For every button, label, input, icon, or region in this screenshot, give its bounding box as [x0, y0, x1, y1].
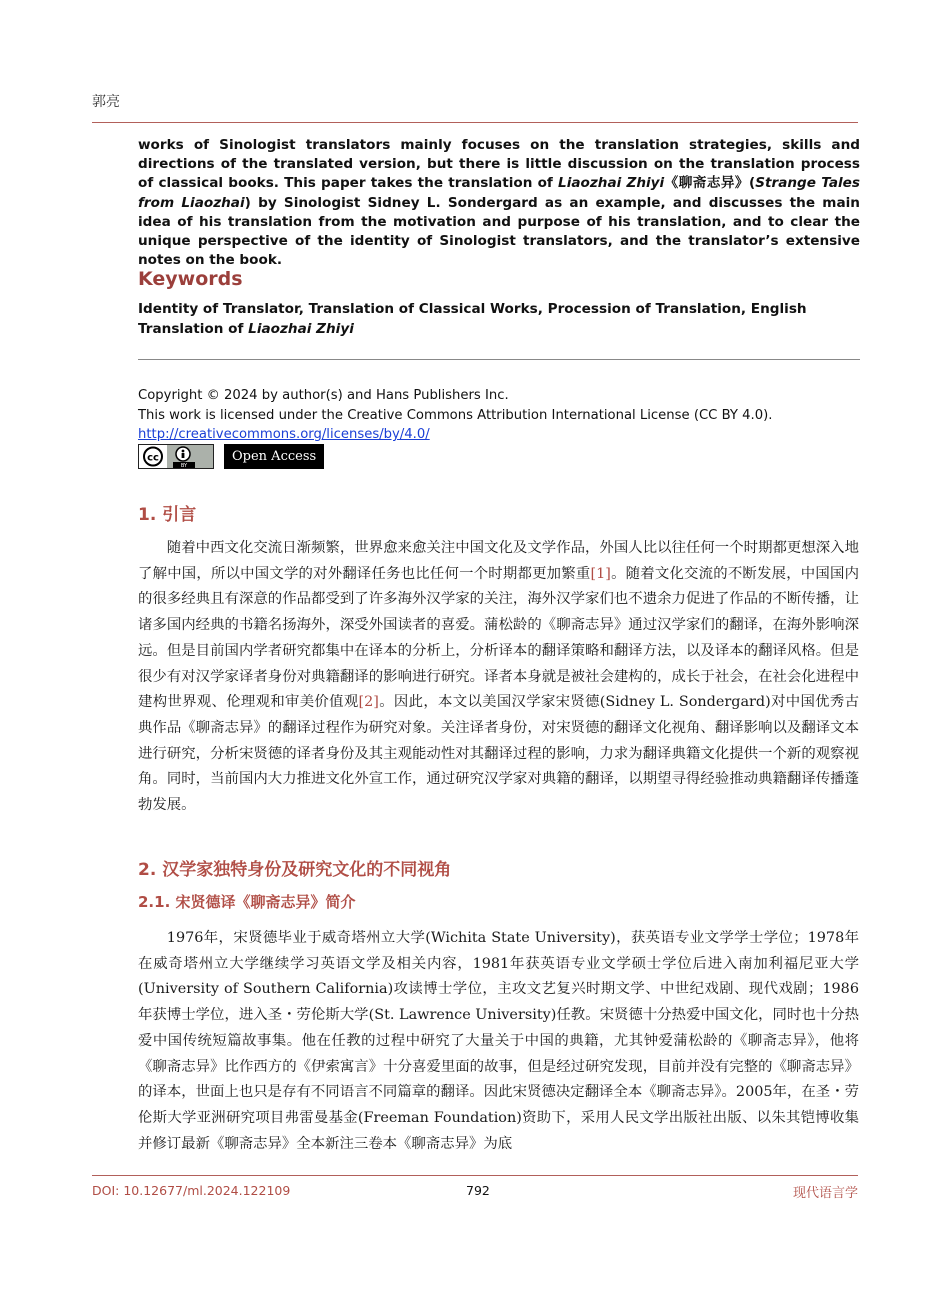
abstract-title-pinyin: Liaozhai Zhiyi: [558, 175, 665, 192]
abstract-part-1: works of Sinologist translators mainly focuses on the translation strategies, skills and directions of the translated version, but there is little discussion on the translation process of classical books. This paper takes the translation of: [138, 137, 860, 192]
cc-by-badge[interactable]: [138, 444, 214, 469]
para-text: 。因此，本文以美国汉学家宋贤德(Sidney L. Sondergard)对中国优秀古典作品《聊斋志异》的翻译过程作为研究对象。关注译者身份，对宋贤德的翻译文化视角、翻译影响以及翻译文本进行研究，分析宋贤德的译者身份及其主观能动性对其翻译过程的影响，力求为翻译典籍文化提供一个新的观察视角。同时，当前国内大力推进文化外宣工作，通过研究汉学家对典籍的翻译，以期望寻得经验推动典籍翻译传播蓬勃发展。: [138, 694, 859, 814]
open-access-badge[interactable]: Open Access: [224, 444, 324, 469]
header-rule: [92, 122, 858, 123]
cc-label: BY: [180, 463, 188, 468]
section-divider: [138, 359, 860, 360]
footer-journal: 现代语言学: [792, 1186, 858, 1201]
section-1-paragraph: [138, 536, 859, 819]
citation-2[interactable]: [2]: [358, 694, 379, 711]
para-text: 随着中西文化交流日渐频繁，世界愈来愈关注中国文化及文学作品，外国人比以往任何一个时期都更想深入地了解中国，所以中国文学的对外翻译任务也比任何一个时期都更加繁重: [138, 540, 859, 582]
subsection-2-1-heading: 2.1. 宋贤德译《聊斋志异》简介: [138, 893, 356, 911]
copyright-block: [138, 386, 858, 445]
footer-rule: [92, 1175, 858, 1176]
abstract-title-cn: 《聊斋志异》: [664, 175, 749, 192]
abstract-paren: (: [748, 175, 756, 192]
license-line: This work is licensed under the Creative Commons Attribution International License (CC BY 4.0).: [138, 407, 773, 423]
cc-by-icon: [139, 445, 213, 468]
footer-page-number: 792: [466, 1183, 490, 1198]
keywords-text: [138, 300, 858, 339]
section-1-heading: 1. 引言: [138, 505, 197, 525]
copyright-line: Copyright © 2024 by author(s) and Hans Publishers Inc.: [138, 388, 509, 403]
abstract-title-en: Strange Tales from Liaozhai: [138, 175, 860, 211]
keywords-heading: Keywords: [138, 268, 243, 290]
section-2-1-paragraph: 1976年，宋贤德毕业于威奇塔州立大学(Wichita State University)，获英语专业文学学士学位；1978年在威奇塔州立大学继续学习英语文学及相关内容，1981年获英语专业文学硕士学位后进入南加利福尼亚大学(University of Southern California)攻读博士学位，主攻文艺复兴时期文学、中世纪戏剧、现代戏剧；1986年获博士学位，进入圣・劳伦斯大学(St. Lawrence University)任教。宋贤德十分热爱中国文化，同时也十分热爱中国传统短篇故事集。他在任教的过程中研究了大量关于中国的典籍，尤其钟爱蒲松龄的《聊斋志异》，他将《聊斋志异》比作西方的《伊索寓言》十分喜爱里面的故事，但是经过研究发现，目前并没有完整的《聊斋志异》的译本，世面上也只是存有不同语言不同篇章的翻译。因此宋贤德决定翻译全本《聊斋志异》。2005年，在圣・劳伦斯大学亚洲研究项目弗雷曼基金(Freeman Foundation)资助下，采用人民文学出版社出版、以朱其铠博收集并修订最新《聊斋志异》全本新注三卷本《聊斋志异》为底: [138, 930, 859, 1152]
running-header-author: 郭亮: [92, 94, 120, 110]
abstract-part-2: ) by Sinologist Sidney L. Sondergard as an example, and discusses the main idea of his translation from the motivation and purpose of his translation, and to clear the unique perspective of the identity of Sinologist translators, and the translator’s extensive notes on the book.: [138, 194, 860, 269]
license-link[interactable]: http://creativecommons.org/licenses/by/4.0/: [138, 427, 430, 442]
citation-1[interactable]: [1]: [590, 565, 611, 582]
svg-text:cc: cc: [147, 452, 159, 464]
footer-doi: DOI: 10.12677/ml.2024.122109: [92, 1183, 291, 1198]
abstract-text: [138, 136, 860, 270]
keywords-list: Identity of Translator, Translation of Classical Works, Procession of Translation, English Translation of: [138, 301, 807, 337]
license-badges: [138, 444, 324, 470]
section-2-heading: 2. 汉学家独特身份及研究文化的不同视角: [138, 860, 452, 880]
para-text: 。随着文化交流的不断发展，中国国内的很多经典且有深意的作品都受到了许多海外汉学家的关注，海外汉学家们也不遗余力促进了作品的不断传播，让诸多国内经典的书籍名扬海外，深受外国读者的喜爱。蒲松龄的《聊斋志异》通过汉学家们的翻译，在海外影响深远。但是目前国内学者研究都集中在译本的分析上，分析译本的翻译策略和翻译方法，以及译本的翻译风格。但是很少有对汉学家译者身份对典籍翻译的影响进行研究。译者本身就是被社会建构的，成长于社会，在社会化进程中建构世界观、伦理观和审美价值观: [138, 565, 859, 711]
keywords-italic: Liaozhai Zhiyi: [248, 320, 354, 337]
